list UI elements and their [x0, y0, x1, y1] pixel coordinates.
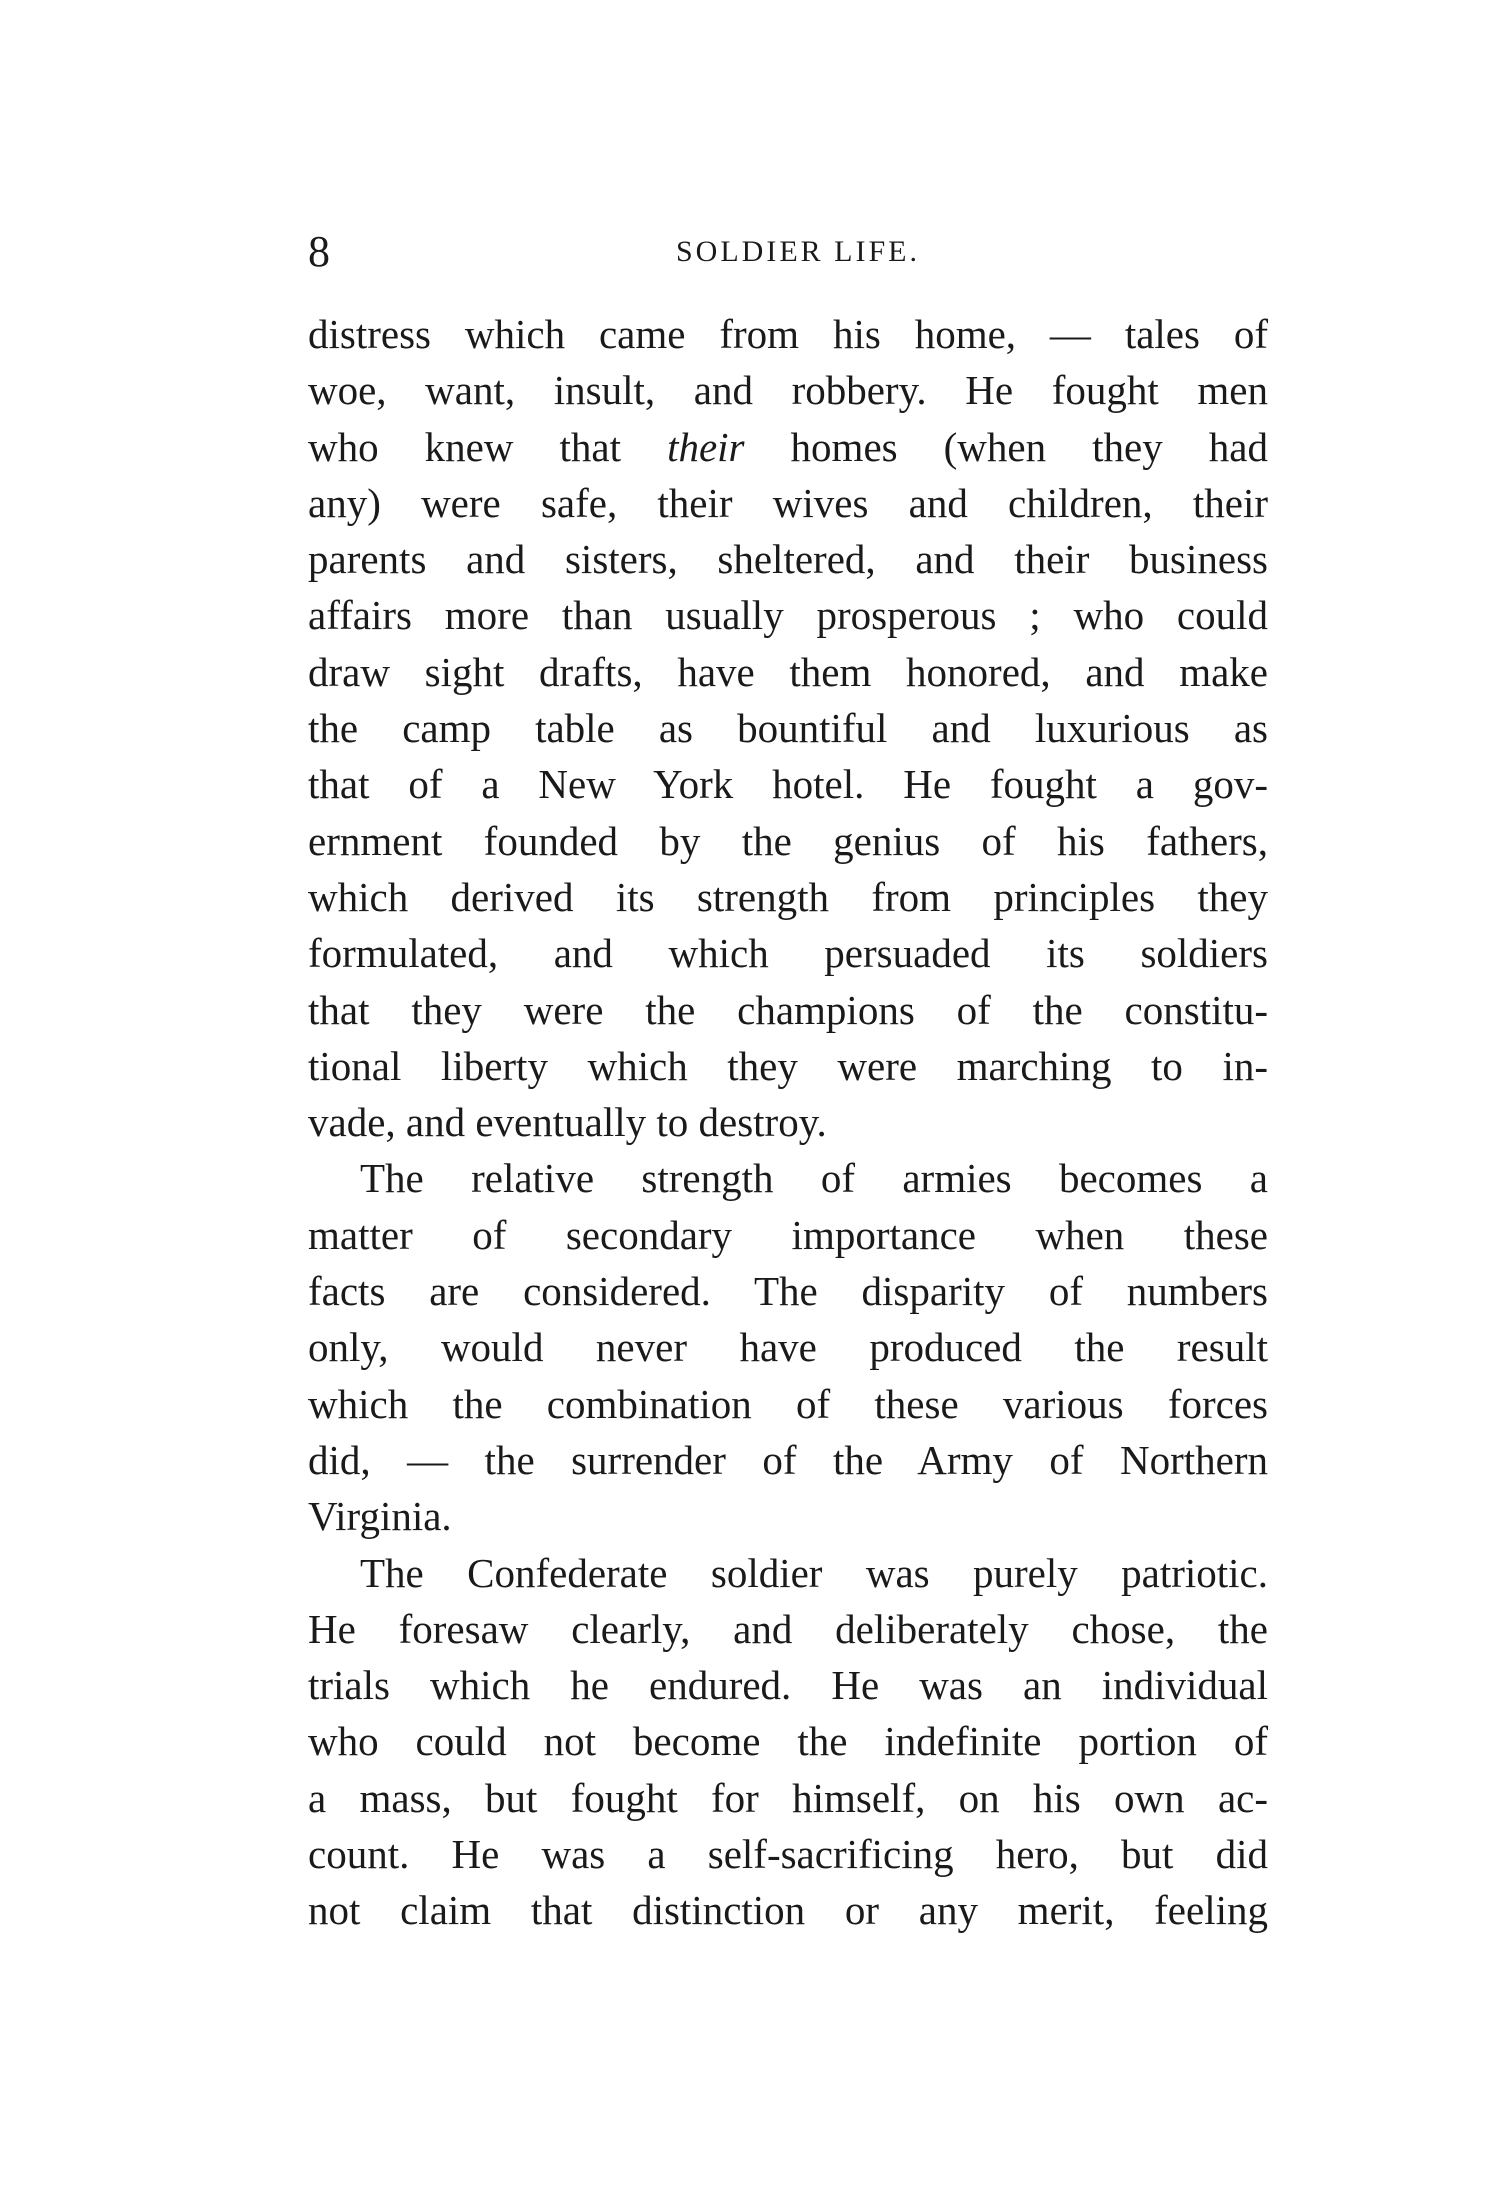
text-line: who could not become the indefinite portion of — [308, 1718, 1268, 1765]
text-line: affairs more than usually prosperous ; who could — [308, 592, 1268, 639]
paragraph-start-line: The relative strength of armies becomes a — [360, 1155, 1268, 1202]
paragraph-start-line: The Confederate soldier was purely patriotic. — [360, 1549, 1268, 1596]
text-line: facts are considered. The disparity of numbers — [308, 1268, 1268, 1315]
text-line: any) were safe, their wives and children, their — [308, 479, 1268, 526]
text-line: draw sight drafts, have them honored, and make — [308, 648, 1268, 695]
text-line: vade, and eventually to destroy. — [308, 1099, 827, 1146]
running-title: SOLDIER LIFE. — [676, 235, 920, 268]
running-head — [308, 222, 1268, 282]
text-run: homes (when they had — [744, 423, 1268, 470]
text-line: trials which he endured. He was an individual — [308, 1662, 1268, 1709]
text-line: distress which came from his home, — tales of — [308, 311, 1268, 357]
text-line: that they were the champions of the constitu- — [308, 986, 1268, 1033]
text-line: did, — the surrender of the Army of Northern — [308, 1436, 1268, 1483]
text-line: formulated, and which persuaded its soldiers — [308, 930, 1268, 977]
emphasis-text: their — [667, 423, 745, 470]
text-line: matter of secondary importance when these — [308, 1211, 1268, 1258]
text-line: woe, want, insult, and robbery. He fought men — [308, 367, 1268, 414]
text-line: He foresaw clearly, and deliberately chose, the — [308, 1605, 1268, 1652]
text-line: which the combination of these various forces — [308, 1380, 1268, 1427]
text-line: the camp table as bountiful and luxurious as — [308, 705, 1268, 752]
text-line: not claim that distinction or any merit, feeling — [308, 1887, 1268, 1934]
text-line: only, would never have produced the result — [308, 1324, 1268, 1371]
text-line: parents and sisters, sheltered, and their business — [308, 536, 1268, 583]
text-line — [308, 419, 1268, 475]
page-number: 8 — [308, 227, 330, 276]
text-line: Virginia. — [308, 1493, 452, 1540]
text-line: a mass, but fought for himself, on his own ac- — [308, 1774, 1268, 1821]
body-text — [308, 306, 1268, 1939]
text-line: which derived its strength from principles they — [308, 873, 1268, 920]
text-line: tional liberty which they were marching to in- — [308, 1042, 1268, 1089]
text-line: ernment founded by the genius of his fathers, — [308, 817, 1268, 864]
text-line: that of a New York hotel. He fought a gov- — [308, 761, 1268, 808]
text-run: who knew that — [308, 423, 668, 470]
text-line: count. He was a self-sacrificing hero, but did — [308, 1831, 1268, 1878]
